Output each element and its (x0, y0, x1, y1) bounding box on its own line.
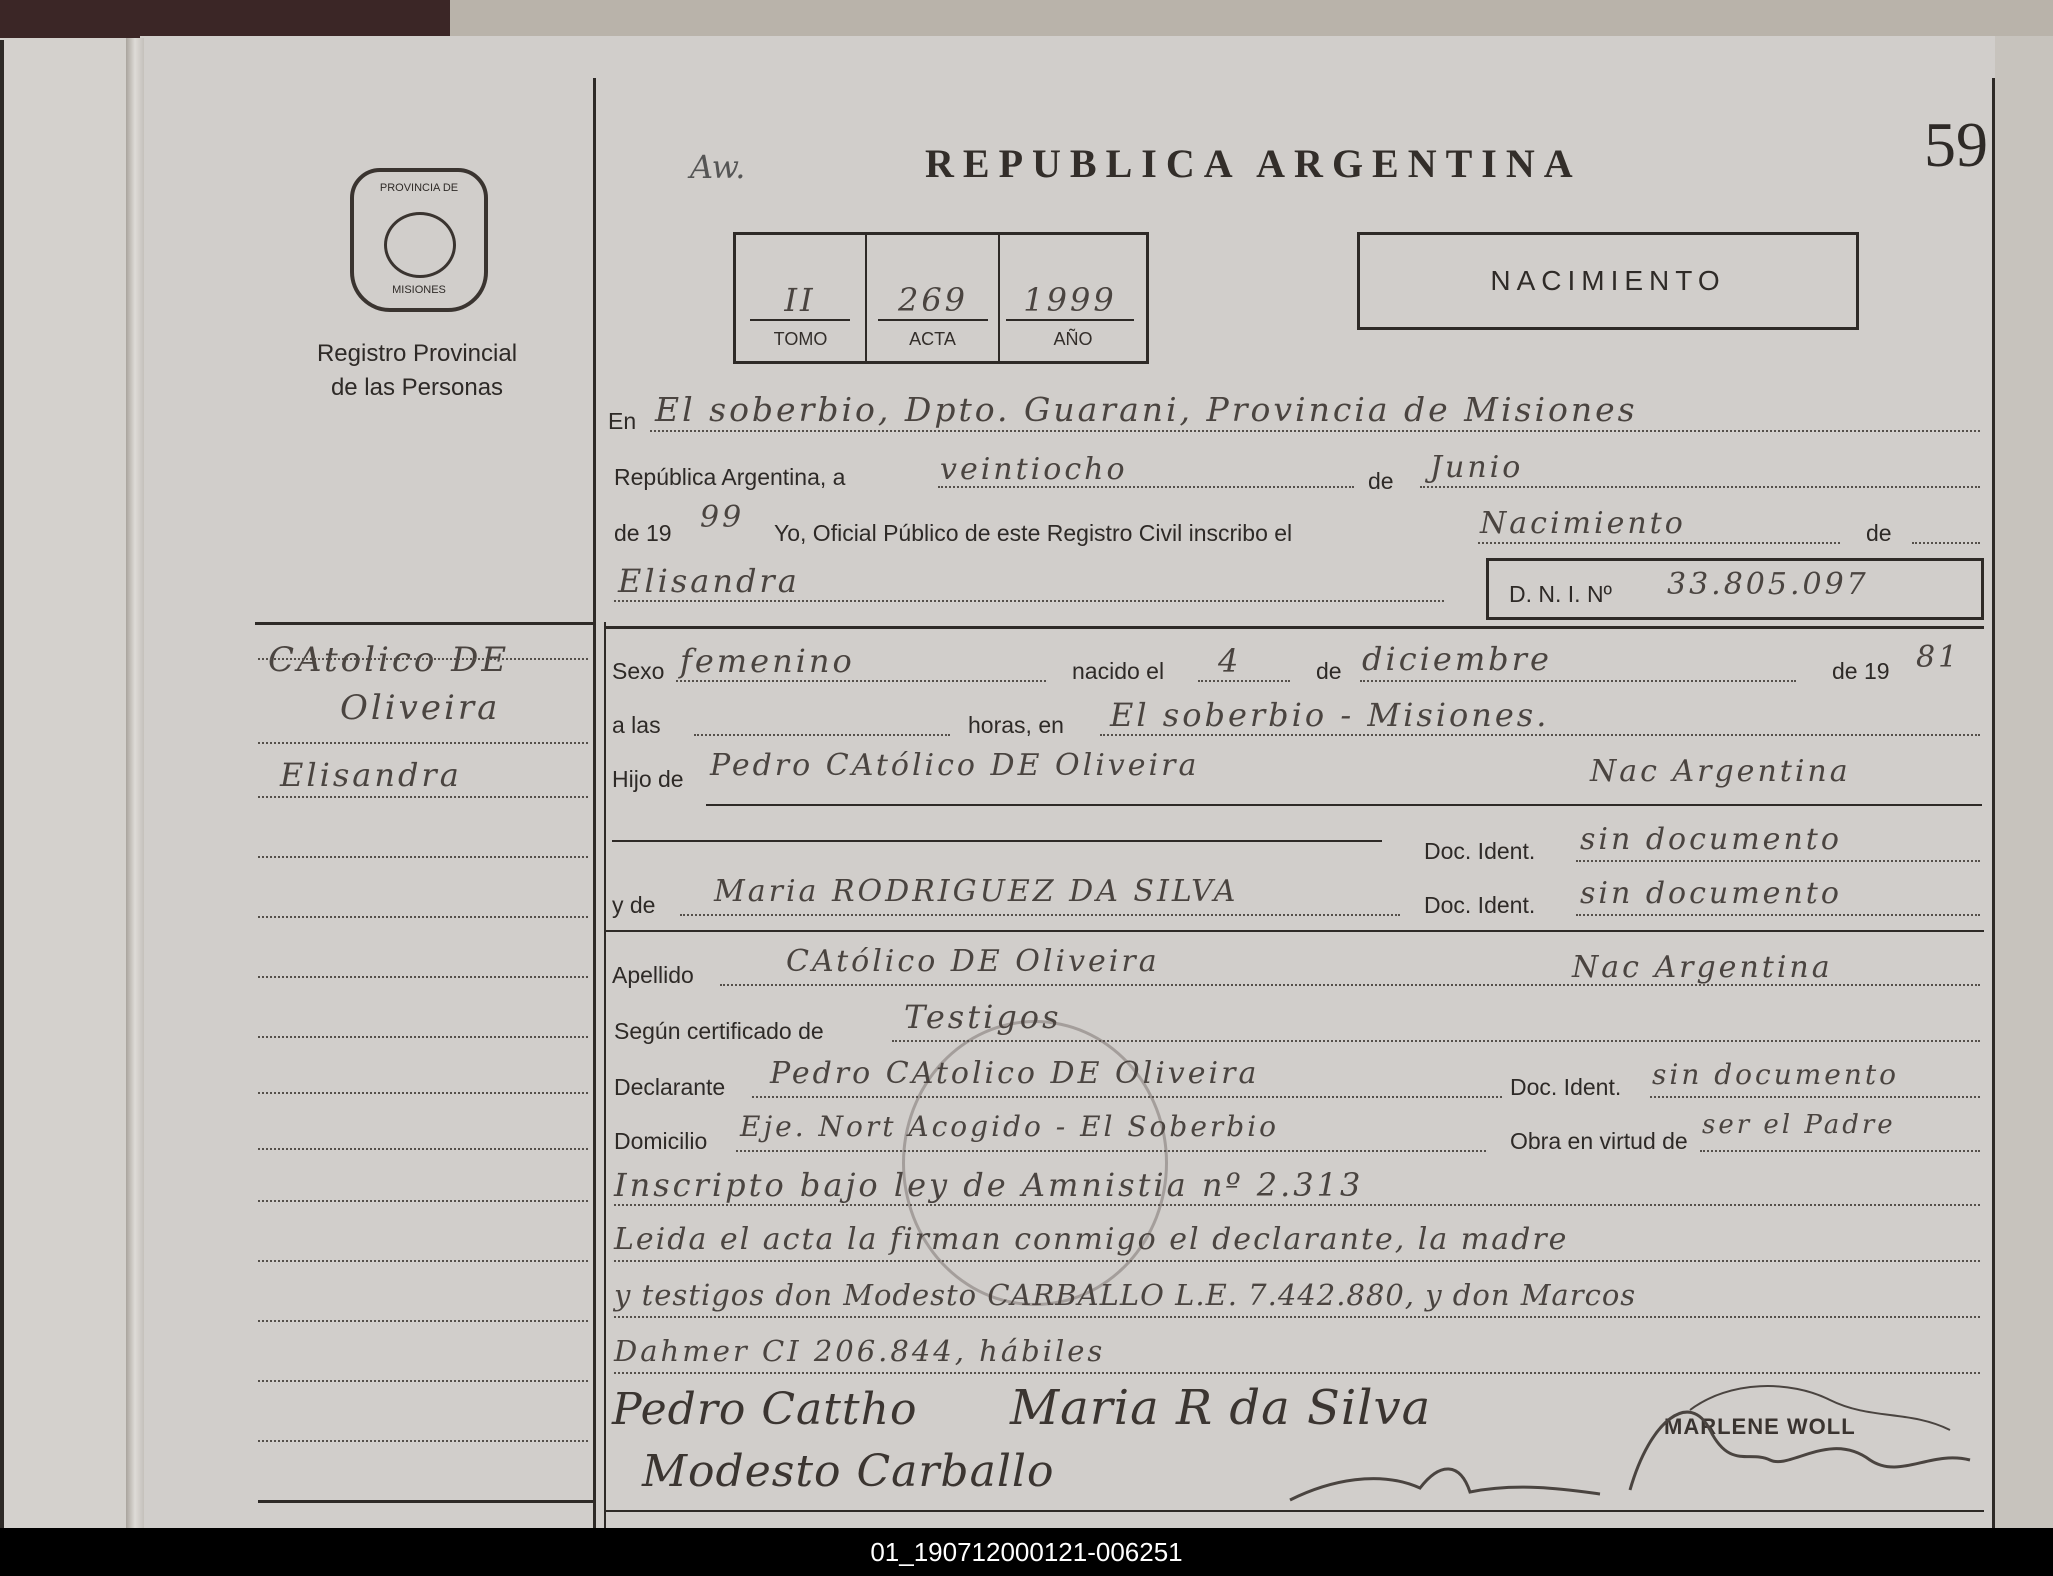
record-reference-box (733, 232, 1149, 364)
margin-line (258, 856, 588, 858)
nacido-dia: 4 (1218, 642, 1242, 680)
form-left-rule (604, 622, 606, 1528)
nombre-value: Elisandra (618, 562, 800, 600)
declarante-label: Declarante (614, 1074, 726, 1100)
margin-bottom-rule (258, 1500, 593, 1503)
provincial-seal-icon (350, 168, 488, 312)
anio-value: 99 (700, 500, 745, 535)
de-line (1912, 542, 1980, 544)
padre-nacionalidad: Nac Argentina (1590, 754, 1851, 789)
apellido-nacionalidad: Nac Argentina (1572, 950, 1833, 985)
de-label-2: de (1866, 520, 1892, 546)
record-type-box: NACIMIENTO (1357, 232, 1859, 330)
official-stamp-icon (902, 1020, 1168, 1306)
seal-emblem (384, 212, 456, 278)
tomo-value: II (750, 281, 850, 321)
doc-value-2: sin documento (1580, 876, 1842, 911)
margin-note-line2: Oliveira (340, 688, 501, 728)
right-border (1992, 78, 1995, 1528)
book-spine (126, 38, 144, 1528)
margin-line (258, 658, 588, 660)
en-label: En (608, 408, 637, 434)
nacido-mes-line (1360, 680, 1796, 682)
margin-line (258, 1440, 588, 1442)
image-code-footer: 01_190712000121-006251 (0, 1528, 2053, 1576)
yde-label: y de (612, 892, 656, 918)
ano-label: AÑO (1053, 329, 1093, 349)
acta-value: 269 (878, 281, 988, 321)
padre-cont-line (612, 840, 1382, 842)
de-label: de (1368, 468, 1394, 494)
lugar-line (1100, 734, 1980, 736)
dni-label: D. N. I. Nº (1509, 581, 1612, 607)
nombre-line (614, 600, 1444, 602)
doc-line-3 (1650, 1096, 1980, 1098)
doc-ident-label-2: Doc. Ident. (1424, 892, 1536, 918)
note-line-2: Leida el acta la firman conmigo el declarante, la madre (614, 1222, 1569, 1257)
domicilio-label: Domicilio (614, 1128, 708, 1154)
note-line (614, 1260, 1980, 1262)
acta-label: ACTA (909, 329, 956, 349)
seal-bottom-text: MISIONES (392, 284, 446, 296)
column-divider (593, 78, 596, 1528)
margin-line (258, 976, 588, 978)
margin-line (258, 742, 588, 744)
margin-line (258, 1148, 588, 1150)
margin-note-line1: CAtolico DE (268, 640, 510, 680)
sexo-line (676, 680, 1046, 682)
registry-name-line1: Registro Provincial (316, 340, 518, 367)
tomo-label: TOMO (773, 329, 828, 349)
page-number: 59 (1924, 109, 1988, 180)
margin-line (258, 1320, 588, 1322)
madre-line (680, 914, 1400, 916)
declarante-value: Pedro CAtolico DE Oliveira (770, 1056, 1260, 1091)
margin-line (258, 1092, 588, 1094)
officer-name-stamp: MARLENE WOLL (1664, 1414, 1856, 1439)
lugar-value: El soberbio - Misiones. (1110, 696, 1550, 734)
margin-line (258, 1380, 588, 1382)
left-page-rule (0, 40, 4, 1530)
nacido-dia-line (1198, 680, 1290, 682)
dia-value: veintiocho (940, 452, 1128, 487)
hora-line (694, 734, 950, 736)
obra-label: Obra en virtud de (1510, 1128, 1688, 1154)
apellido-value: CAtólico DE Oliveira (786, 944, 1160, 979)
registry-name-line2: de las Personas (330, 374, 504, 401)
domicilio-value: Eje. Nort Acogido - El Soberbio (740, 1110, 1280, 1143)
country-title: REPUBLICA ARGENTINA (925, 141, 1582, 186)
madre-value: Maria RODRIGUEZ DA SILVA (714, 874, 1239, 909)
segun-label: Según certificado de (614, 1018, 824, 1044)
padre-rule (706, 804, 1982, 806)
mes-line (1420, 486, 1980, 488)
apellido-label: Apellido (612, 962, 694, 988)
margin-line (258, 1200, 588, 1202)
margin-note-line3: Elisandra (280, 756, 462, 794)
republica-label: República Argentina, a (614, 464, 846, 490)
doc-line-2 (1576, 914, 1980, 916)
inscribo-value: Nacimiento (1480, 506, 1686, 541)
margin-top-rule (255, 622, 593, 625)
seal-top-text: PROVINCIA DE (379, 182, 459, 194)
ano-value: 1999 (1006, 281, 1134, 321)
margin-line (258, 916, 588, 918)
de19-label: de 19 (614, 520, 672, 546)
dni-value: 33.805.097 (1667, 567, 1869, 602)
doc-ident-label-3: Doc. Ident. (1510, 1074, 1622, 1100)
nacido-mes: diciembre (1362, 640, 1552, 678)
doc-value-1: sin documento (1580, 822, 1842, 857)
alas-label: a las (612, 712, 661, 738)
form-bottom-rule (604, 1510, 1984, 1512)
margin-line (258, 1260, 588, 1262)
doc-ident-label-1: Doc. Ident. (1424, 838, 1536, 864)
de-label-3: de (1316, 658, 1342, 684)
page-edge (1995, 36, 2053, 1528)
inscribo-line (1478, 542, 1840, 544)
dni-box (1486, 558, 1984, 620)
nacido-label: nacido el (1072, 658, 1165, 684)
oficial-label: Yo, Oficial Público de este Registro Civil inscribo el (774, 520, 1293, 546)
segun-value: Testigos (904, 998, 1062, 1036)
hijo-label: Hijo de (612, 766, 684, 792)
en-line (650, 430, 1980, 432)
padre-value: Pedro CAtólico DE Oliveira (710, 748, 1200, 783)
signature-padre: Pedro Cattho (612, 1384, 918, 1435)
horas-label: horas, en (968, 712, 1064, 738)
nacido-anio: 81 (1916, 640, 1961, 675)
obra-value: ser el Padre (1702, 1110, 1896, 1140)
doc-value-3: sin documento (1652, 1058, 1900, 1091)
previous-page (0, 38, 130, 1528)
obra-line (1700, 1150, 1980, 1152)
de19-label-2: de 19 (1832, 658, 1890, 684)
note-line-3: y testigos don Modesto CARBALLO L.E. 7.442.880, y don Marcos (614, 1278, 1637, 1312)
note-line (614, 1204, 1980, 1206)
initials-annotation: Aw. (690, 148, 746, 186)
en-value: El soberbio, Dpto. Guarani, Provincia de Misiones (655, 390, 1638, 429)
section-rule (604, 930, 1984, 932)
note-line-1: Inscripto bajo ley de Amnistia nº 2.313 (614, 1166, 1364, 1204)
margin-line (258, 796, 588, 798)
note-line (614, 1316, 1980, 1318)
doc-line-1 (1576, 860, 1980, 862)
note-line-4: Dahmer CI 206.844, hábiles (614, 1334, 1106, 1368)
signature-madre: Maria R da Silva (1010, 1380, 1432, 1436)
margin-line (258, 1036, 588, 1038)
signature-testigo: Modesto Carballo (642, 1446, 1055, 1497)
handwritten-signatures-graphic (1270, 1370, 2000, 1530)
mes-value: Junio (1430, 450, 1524, 485)
section-rule (604, 626, 1984, 629)
sexo-value: femenino (680, 642, 855, 680)
sexo-label: Sexo (612, 658, 665, 684)
